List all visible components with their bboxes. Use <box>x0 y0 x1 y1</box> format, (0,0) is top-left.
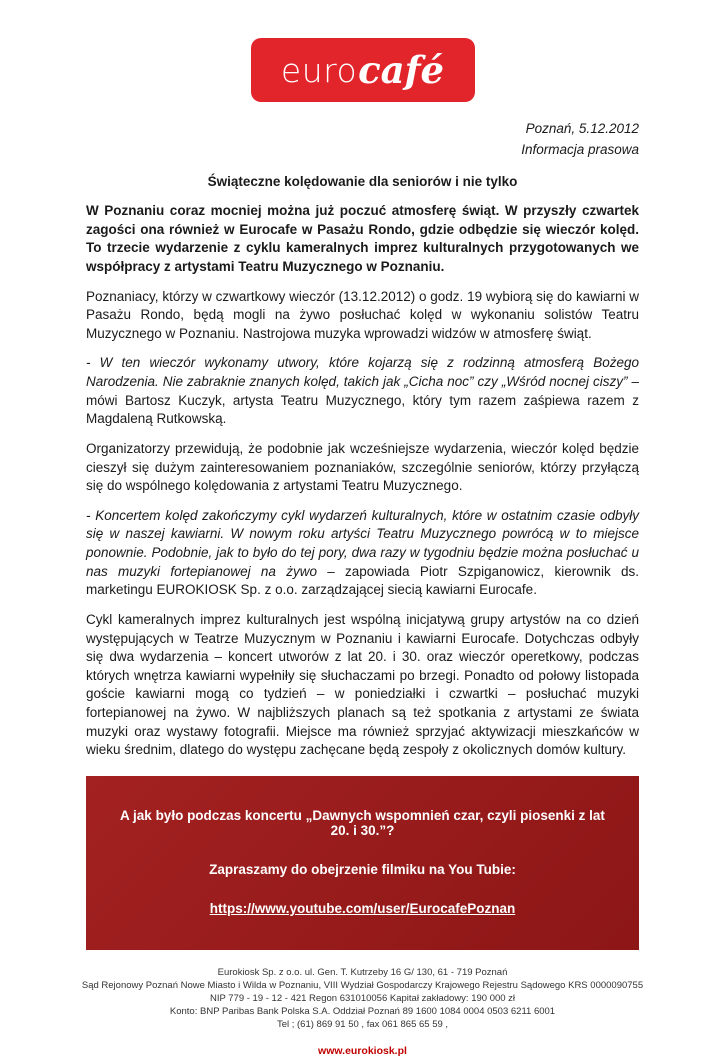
lead-paragraph <box>86 202 639 277</box>
quote-attribution: – mówi Bartosz Kuczyk, artysta Teatru Muzycznego, który tym razem zaśpiewa razem z Magdaleną Rutkowską. <box>86 374 639 427</box>
highlight-box <box>86 776 639 950</box>
paragraph <box>86 440 639 496</box>
footer-line-address: Eurokiosk Sp. z o.o. ul. Gen. T. Kutrzeby 16 G/ 130, 61 - 719 Poznań <box>217 966 508 978</box>
paragraph-text: W Poznaniu coraz mocniej można już poczuć atmosferę świąt. W przyszły czwartek zagości ona również w Eurocafe w Pasażu Rondo, gdzie odbędzie się wieczór kolęd. To trzecie wydarzenie z cyklu kameralnych imprez kulturalnych przygotowanych we współpracy z artystami Teatru Muzycznego w Poznaniu. <box>86 203 639 274</box>
place-date: Poznań, 5.12.2012 <box>525 121 639 136</box>
header-meta <box>0 118 725 160</box>
eurocafe-logo <box>251 38 475 102</box>
paragraph <box>86 288 639 344</box>
highlight-question: A jak było podczas koncertu „Dawnych wspomnień czar, czyli piosenki z lat 20. i 30.”? <box>120 807 605 838</box>
quote-text: - Koncertem kolęd zakończymy cykl wydarzeń kulturalnych, które w ostatnim czasie odbyły się w naszej kawiarni. W nowym roku artyści Teatru Muzycznego powrócą w to miejsce ponownie. Podobnie, jak to było do tej pory, dwa razy w tygodniu będzie można posłuchać u nas muzyki fortepianowej na żywo <box>86 507 639 579</box>
quote-paragraph <box>86 507 639 600</box>
doc-type-label: Informacja prasowa <box>521 142 639 157</box>
youtube-link-row <box>116 901 609 916</box>
youtube-link[interactable]: https://www.youtube.com/user/EurocafePoznan <box>209 900 516 916</box>
page-title: Świąteczne kolędowanie dla seniorów i nie tylko <box>207 174 518 189</box>
logo-text-cafe: café <box>358 48 445 92</box>
footer-line-nip: NIP 779 - 19 - 12 - 421 Regon 631010056 Kapitał zakładowy: 190 000 zł <box>209 992 516 1004</box>
paragraph <box>86 611 639 760</box>
quote-text: - W ten wieczór wykonamy utwory, które kojarzą się z rodzinną atmosferą Bożego Narodzenia. Nie zabraknie znanych kolęd, takich jak „Cicha noc” czy „Wśród nocnej ciszy” <box>86 355 639 389</box>
footer-line-tel: Tel ; (61) 869 91 50 , fax 061 865 65 59 , <box>276 1018 449 1030</box>
quote-attribution: – zapowiada Piotr Szpiganowicz, kierownik ds. marketingu EUROKIOSK Sp. z o.o. zarządzającej siecią kawiarni Eurocafe. <box>86 563 639 598</box>
paragraph-text: Poznaniacy, którzy w czwartkowy wieczór (13.12.2012) o godz. 19 wybiorą się do kawiarni w Pasażu Rondo, będą mogli na żywo posłuchać kolęd w wykonaniu solistów Teatru Muzycznego w Poznaniu. Nastrojowa muzyka wprowadzi widzów w atmosferę świąt. <box>86 288 639 341</box>
body-content <box>0 202 725 760</box>
footer <box>0 966 725 1058</box>
logo-text-euro: euro <box>280 50 358 90</box>
footer-line-bank: Konto: BNP Paribas Bank Polska S.A. Oddział Poznań 89 1600 1084 0004 0503 6211 6001 <box>169 1005 556 1017</box>
highlight-invite: Zapraszamy do obejrzenie filmiku na You Tubie: <box>209 861 516 877</box>
paragraph-text: Organizatorzy przewidują, że podobnie jak wcześniejsze wydarzenia, wieczór kolęd będzie cieszył się dużym zainteresowaniem poznaniaków, szczególnie seniorów, którzy przyłączą się do wspólnego kolędowania z artystami Teatru Muzycznego. <box>86 440 639 494</box>
quote-paragraph <box>86 354 639 429</box>
website-link[interactable]: www.eurokiosk.pl <box>318 1044 407 1057</box>
footer-line-court: Sąd Rejonowy Poznań Nowe Miasto i Wilda w Poznaniu, VIII Wydział Gospodarczy Krajowego Rejestru Sądowego KRS 0000090755 <box>81 979 644 991</box>
paragraph-text: Cykl kameralnych imprez kulturalnych jest wspólną inicjatywą grupy artystów na co dzień występujących w Teatrze Muzycznym w Poznaniu i kawiarni Eurocafe. Dotychczas odbyły się dwa wydarzenia – koncert utworów z lat 20. i 30. oraz wieczór operetkowy, podczas których wnętrza kawiarni wypełniły się słuchaczami po brzegi. Ponadto od połowy listopada goście kawiarni mogą co tydzień – w poniedziałki i czwartki – posłuchać muzyki fortepianowej na żywo. W najbliższych planach są też spotkania z artystami ze świata muzyki oraz wystawy fotografii. Miejsce ma również sprzyjać aktywizacji mieszkańców w wieku średnim, dlatego do występu zachęcane będą zespoły z okolicznych domów kultury. <box>86 611 639 758</box>
